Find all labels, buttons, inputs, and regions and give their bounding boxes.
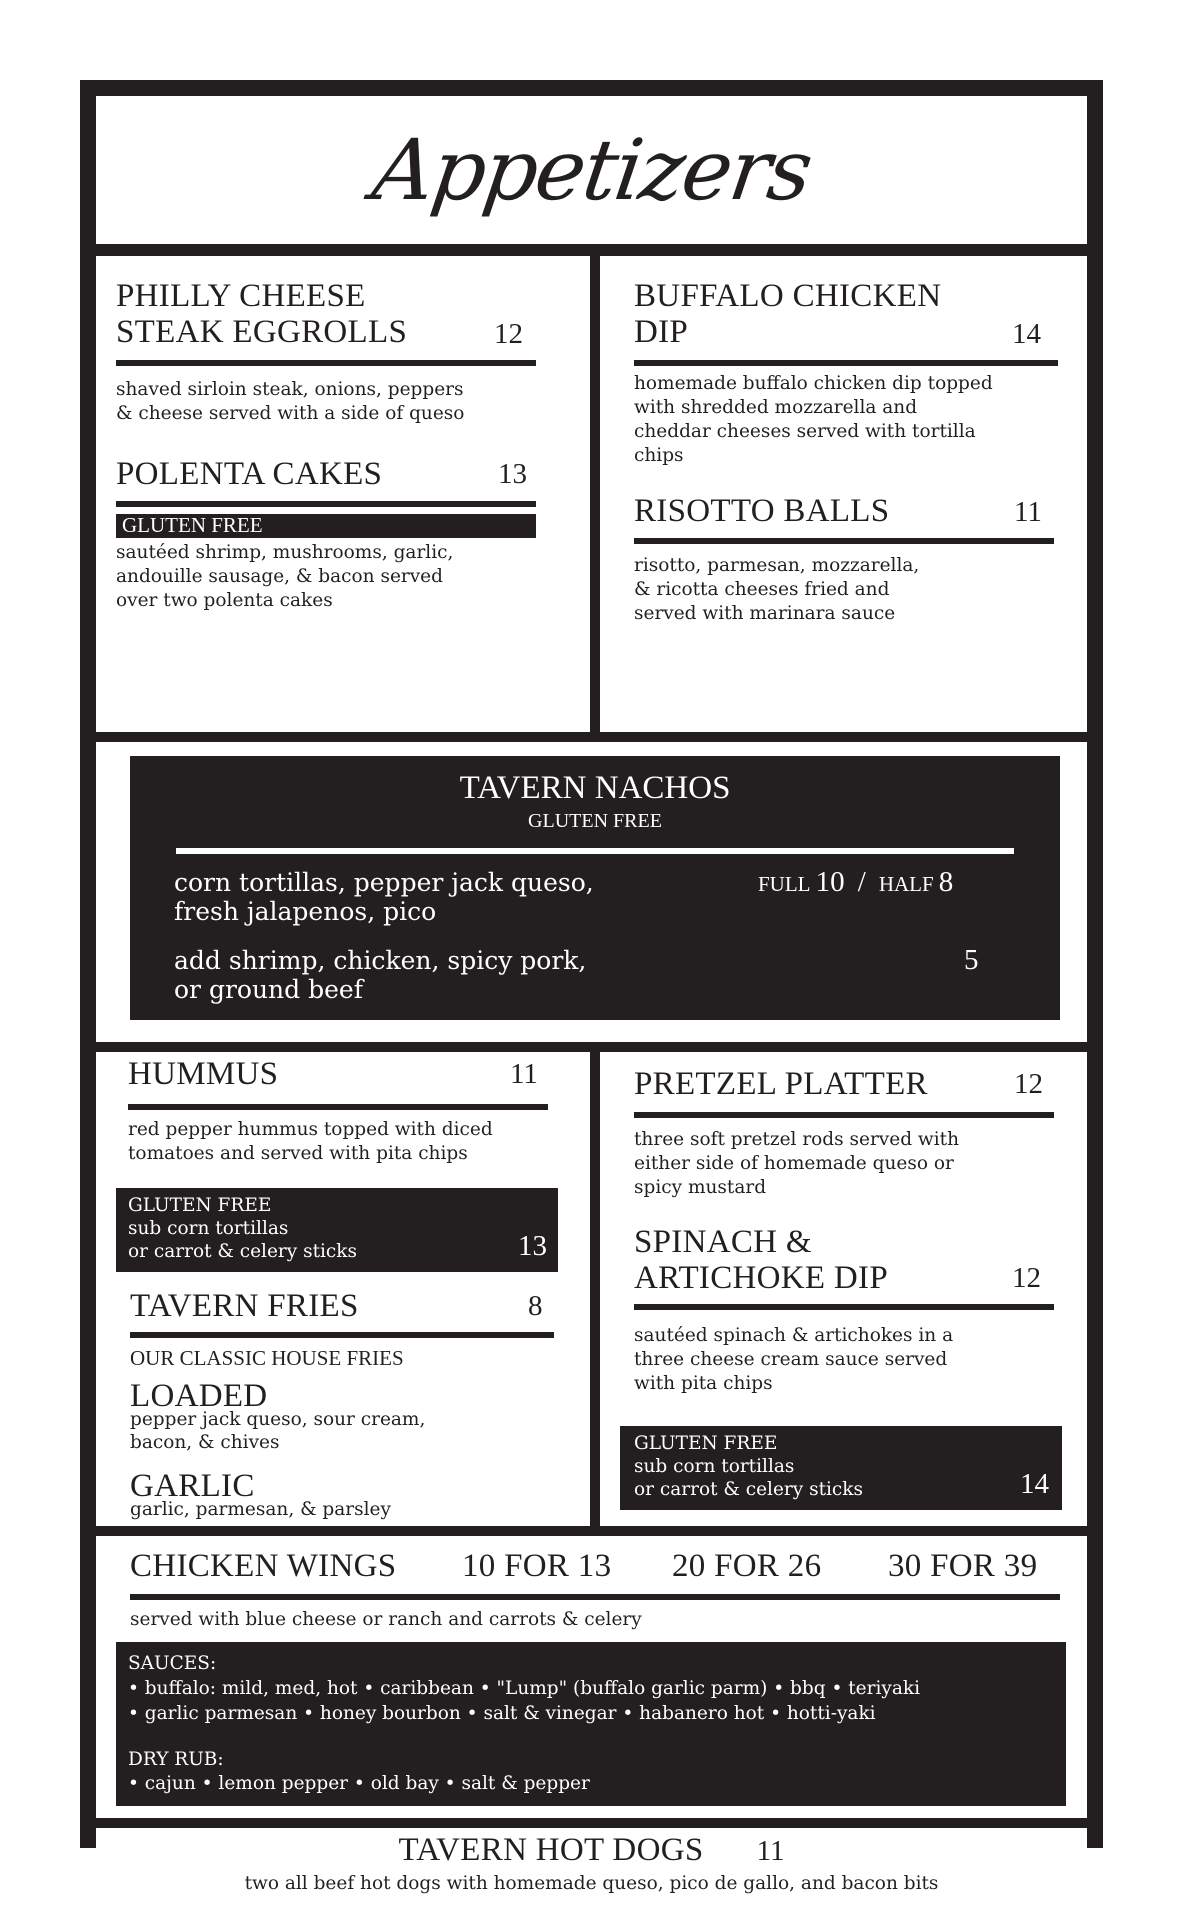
nachos-gluten-free-tag: GLUTEN FREE xyxy=(528,810,662,832)
polenta-desc-line1: sautéed shrimp, mushrooms, garlic, xyxy=(116,542,454,563)
spinach-gf-line1: GLUTEN FREE xyxy=(634,1433,778,1454)
nachos-add-price: 5 xyxy=(964,944,979,976)
nachos-half-label: HALF xyxy=(878,872,934,896)
hotdogs-panel xyxy=(96,1828,1087,1906)
wings-name: CHICKEN WINGS xyxy=(130,1548,397,1584)
nachos-rule xyxy=(176,848,1014,854)
buffalo-rule xyxy=(634,360,1058,366)
fries-loaded-desc-line1: pepper jack queso, sour cream, xyxy=(130,1409,426,1430)
risotto-desc-line1: risotto, parmesan, mozzarella, xyxy=(634,555,920,576)
hotdogs-desc: two all beef hot dogs with homemade queso, pico de gallo, and bacon bits xyxy=(244,1873,939,1894)
risotto-desc-line3: served with marinara sauce xyxy=(634,603,896,624)
spinach-gf-line2: sub corn tortillas xyxy=(634,1456,795,1477)
spinach-gluten-free-box xyxy=(620,1426,1062,1510)
buffalo-price: 14 xyxy=(1012,318,1041,350)
hotdogs-price: 11 xyxy=(756,1835,785,1867)
buffalo-name-line1: BUFFALO CHICKEN xyxy=(634,278,942,314)
hummus-gf-line3: or carrot & celery sticks xyxy=(128,1241,358,1262)
buffalo-desc-line4: chips xyxy=(634,445,684,466)
nachos-add-line2: or ground beef xyxy=(174,975,363,1004)
hummus-gluten-free-box xyxy=(116,1188,558,1272)
pretzel-spinach-panel xyxy=(600,1052,1087,1526)
buffalo-desc-line3: cheddar cheeses served with tortilla xyxy=(634,421,976,442)
spinach-desc-line2: three cheese cream sauce served xyxy=(634,1349,948,1370)
buffalo-name-line2: DIP xyxy=(634,314,689,350)
wings-option-20: 20 FOR 26 xyxy=(672,1548,822,1584)
risotto-desc-line2: & ricotta cheeses fried and xyxy=(634,579,890,600)
fries-rule xyxy=(130,1332,554,1338)
pretzel-name: PRETZEL PLATTER xyxy=(634,1066,928,1102)
philly-desc-line1: shaved sirloin steak, onions, peppers xyxy=(116,379,464,400)
hotdogs-name: TAVERN HOT DOGS xyxy=(398,1832,704,1868)
philly-name-line1: PHILLY CHEESE xyxy=(116,278,366,314)
menu-frame xyxy=(80,80,1103,1894)
polenta-rule xyxy=(116,501,536,507)
buffalo-desc-line2: with shredded mozzarella and xyxy=(634,397,918,418)
hummus-name: HUMMUS xyxy=(128,1056,279,1092)
title-panel xyxy=(96,96,1087,244)
fries-garlic-desc: garlic, parmesan, & parsley xyxy=(130,1499,391,1520)
buffalo-risotto-panel xyxy=(600,256,1087,732)
wings-option-10: 10 FOR 13 xyxy=(462,1548,612,1584)
nachos-desc-line1: corn tortillas, pepper jack queso, xyxy=(174,868,594,897)
nachos-slash: / xyxy=(857,866,866,898)
pretzel-price: 12 xyxy=(1014,1068,1043,1100)
spinach-rule xyxy=(634,1304,1054,1310)
wings-panel xyxy=(96,1536,1087,1818)
wings-sauces-label: SAUCES: xyxy=(128,1653,217,1674)
spinach-desc-line3: with pita chips xyxy=(634,1373,773,1394)
philly-rule xyxy=(116,360,536,366)
polenta-desc-line3: over two polenta cakes xyxy=(116,590,333,611)
wings-sauces-line2: • garlic parmesan • honey bourbon • salt & vinegar • habanero hot • hotti-yaki xyxy=(128,1703,876,1724)
nachos-panel xyxy=(96,742,1087,1042)
fries-loaded-desc-line2: bacon, & chives xyxy=(130,1432,280,1453)
pretzel-desc-line1: three soft pretzel rods served with xyxy=(634,1129,960,1150)
nachos-half-price: 8 xyxy=(938,866,954,898)
polenta-gluten-free-tag: GLUTEN FREE xyxy=(116,514,536,538)
risotto-price: 11 xyxy=(1014,496,1042,528)
hotdogs-heading xyxy=(96,1832,1087,1868)
spinach-name-line1: SPINACH & xyxy=(634,1224,812,1260)
fries-loaded: LOADED xyxy=(130,1378,268,1414)
spinach-price: 12 xyxy=(1012,1262,1041,1294)
nachos-name: TAVERN NACHOS xyxy=(459,770,731,806)
philly-desc-line2: & cheese served with a side of queso xyxy=(116,403,465,424)
hummus-gf-line2: sub corn tortillas xyxy=(128,1218,289,1239)
pretzel-desc-line3: spicy mustard xyxy=(634,1177,767,1198)
fries-price: 8 xyxy=(528,1290,543,1322)
buffalo-desc-line1: homemade buffalo chicken dip topped xyxy=(634,373,993,394)
hummus-desc-line2: tomatoes and served with pita chips xyxy=(128,1143,468,1164)
polenta-desc-line2: andouille sausage, & bacon served xyxy=(116,566,443,587)
nachos-price-row xyxy=(758,866,953,899)
wings-sauces-box xyxy=(116,1642,1066,1806)
pretzel-desc-line2: either side of homemade queso or xyxy=(634,1153,954,1174)
fries-name: TAVERN FRIES xyxy=(130,1288,359,1324)
wings-rule xyxy=(130,1594,1060,1600)
philly-polenta-panel xyxy=(96,256,590,732)
hummus-gf-line1: GLUTEN FREE xyxy=(128,1195,272,1216)
hummus-gf-price: 13 xyxy=(518,1230,547,1262)
spinach-gf-price: 14 xyxy=(1020,1468,1049,1500)
spinach-name-line2: ARTICHOKE DIP xyxy=(634,1260,888,1296)
nachos-add-line1: add shrimp, chicken, spicy pork, xyxy=(174,946,587,975)
spinach-gf-line3: or carrot & celery sticks xyxy=(634,1479,864,1500)
fries-classic: OUR CLASSIC HOUSE FRIES xyxy=(130,1346,404,1370)
polenta-price: 13 xyxy=(498,458,527,490)
hummus-price: 11 xyxy=(510,1058,538,1090)
risotto-rule xyxy=(634,538,1054,544)
nachos-desc-line2: fresh jalapenos, pico xyxy=(174,897,437,926)
wings-desc: served with blue cheese or ranch and carrots & celery xyxy=(130,1609,642,1630)
fries-garlic: GARLIC xyxy=(130,1468,255,1504)
wings-rub-label: DRY RUB: xyxy=(128,1749,224,1770)
hummus-desc-line1: red pepper hummus topped with diced xyxy=(128,1119,493,1140)
risotto-name: RISOTTO BALLS xyxy=(634,493,890,529)
spinach-desc-line1: sautéed spinach & artichokes in a xyxy=(634,1325,954,1346)
philly-name-line2: STEAK EGGROLLS xyxy=(116,314,408,350)
hummus-fries-panel xyxy=(96,1052,590,1526)
pretzel-rule xyxy=(634,1112,1054,1118)
page-title: Appetizers xyxy=(366,121,817,219)
wings-sauces-line1: • buffalo: mild, med, hot • caribbean • "Lump" (buffalo garlic parm) • bbq • teriyaki xyxy=(128,1678,920,1699)
nachos-full-price: 10 xyxy=(815,866,845,898)
hummus-rule xyxy=(128,1104,548,1110)
polenta-name: POLENTA CAKES xyxy=(116,456,383,492)
nachos-box xyxy=(130,756,1060,1020)
philly-price: 12 xyxy=(494,318,523,350)
wings-rub-line1: • cajun • lemon pepper • old bay • salt & pepper xyxy=(128,1773,590,1794)
wings-option-30: 30 FOR 39 xyxy=(888,1548,1038,1584)
nachos-full-label: FULL xyxy=(758,872,811,896)
